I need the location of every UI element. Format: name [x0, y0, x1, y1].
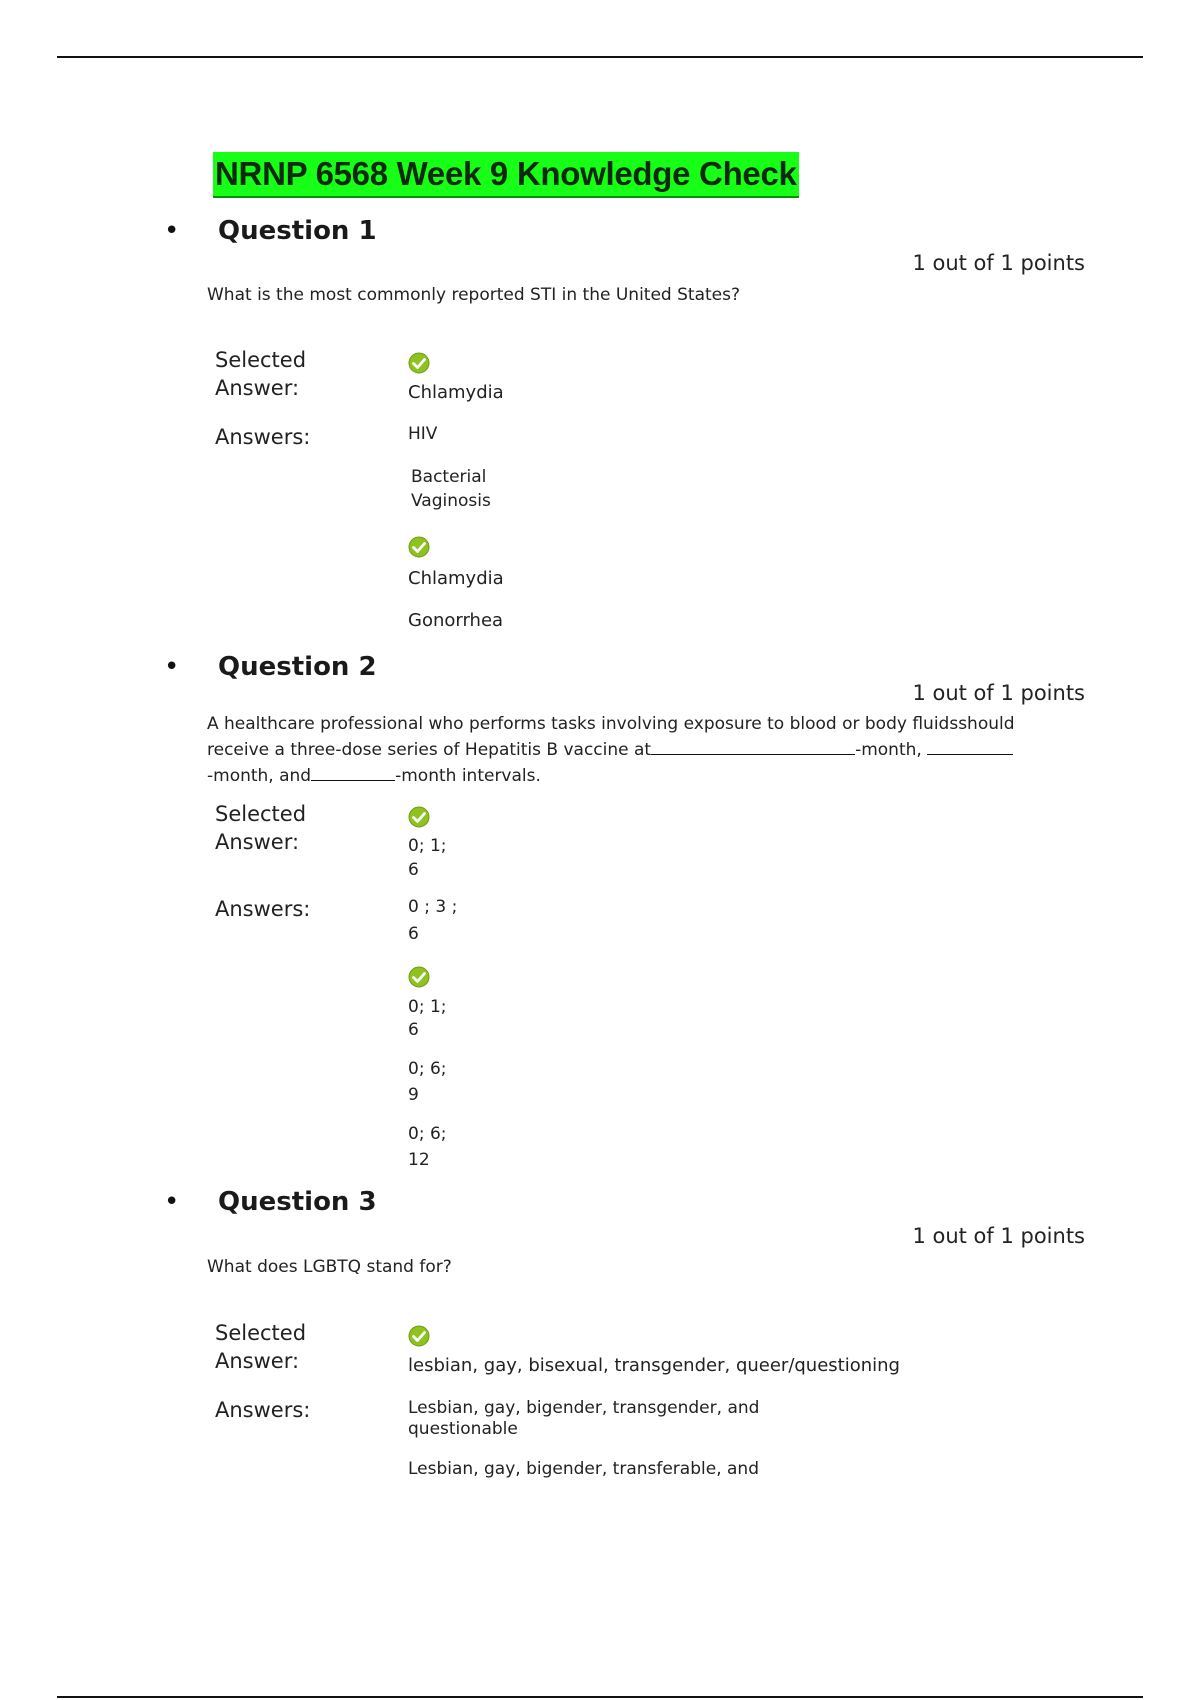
- question-2-text-part: -month, and: [207, 766, 312, 786]
- question-3-title: Question 3: [218, 1187, 377, 1217]
- question-3-points: 1 out of 1 points: [912, 1224, 1085, 1248]
- top-rule: [57, 56, 1143, 58]
- bullet: •: [164, 216, 180, 246]
- question-2-text-part: receive a three-dose series of Hepatitis B vaccine at: [207, 740, 652, 760]
- question-1-text: What is the most commonly reported STI in the United States?: [207, 285, 740, 305]
- question-3-text: What does LGBTQ stand for?: [207, 1257, 452, 1277]
- question-2-answer-option: 0; 6;: [408, 1059, 447, 1079]
- answer-label: Answer:: [215, 376, 300, 400]
- question-1-points: 1 out of 1 points: [912, 251, 1085, 275]
- fill-blank: [311, 762, 395, 781]
- question-3-answer-option: Lesbian, gay, bigender, transgender, and: [408, 1398, 760, 1418]
- question-1-title: Question 1: [218, 216, 377, 246]
- question-2-points: 1 out of 1 points: [912, 681, 1085, 705]
- correct-check-icon: [408, 1325, 430, 1347]
- question-2-answer-option: 0 ; 3 ;: [408, 897, 458, 917]
- selected-label: Selected: [215, 802, 307, 826]
- bullet: •: [164, 652, 180, 682]
- answers-label: Answers:: [215, 1398, 311, 1422]
- question-2-answer-option: 9: [408, 1085, 419, 1105]
- question-2-selected-answer: 6: [408, 860, 419, 880]
- answers-label: Answers:: [215, 897, 311, 921]
- question-3-answer-option: questionable: [408, 1419, 518, 1439]
- bullet: •: [164, 1187, 180, 1217]
- correct-check-icon: [408, 352, 430, 374]
- answer-label: Answer:: [215, 1349, 300, 1373]
- answers-label: Answers:: [215, 425, 311, 449]
- correct-check-icon: [408, 806, 430, 828]
- question-2-text-part: A healthcare professional who performs tasks involving exposure to blood or body fluidsshould: [207, 714, 1015, 734]
- question-2-text: [207, 712, 1087, 788]
- question-2-title: Question 2: [218, 652, 377, 682]
- question-1-answer-option: Gonorrhea: [408, 610, 504, 631]
- bottom-rule: [57, 1696, 1143, 1698]
- document-title: NRNP 6568 Week 9 Knowledge Check: [213, 152, 799, 198]
- correct-check-icon: [408, 966, 430, 988]
- question-3-answer-option: Lesbian, gay, bigender, transferable, and: [408, 1459, 759, 1479]
- question-2-answer-option: 6: [408, 1020, 419, 1040]
- question-1-answer-option: Vaginosis: [411, 491, 491, 511]
- question-1-answer-option: Bacterial: [411, 467, 487, 487]
- fill-blank: [651, 736, 855, 755]
- question-2-text-part: -month intervals.: [395, 766, 541, 786]
- question-1-selected-answer: Chlamydia: [408, 382, 504, 403]
- question-3-selected-answer: lesbian, gay, bisexual, transgender, queer/questioning: [408, 1355, 900, 1376]
- selected-label: Selected: [215, 1321, 307, 1345]
- correct-check-icon: [408, 536, 430, 558]
- question-1-answer-option: HIV: [408, 424, 438, 444]
- fill-blank: [927, 736, 1013, 755]
- answer-label: Answer:: [215, 830, 300, 854]
- question-2-answer-option: 6: [408, 924, 419, 944]
- selected-label: Selected: [215, 348, 307, 372]
- question-2-answer-option: 12: [408, 1150, 430, 1170]
- question-2-answer-option: 0; 6;: [408, 1124, 447, 1144]
- question-2-answer-option: 0; 1;: [408, 997, 447, 1017]
- question-2-text-part: -month,: [855, 740, 922, 760]
- question-2-selected-answer: 0; 1;: [408, 836, 447, 856]
- question-1-answer-option: Chlamydia: [408, 568, 504, 589]
